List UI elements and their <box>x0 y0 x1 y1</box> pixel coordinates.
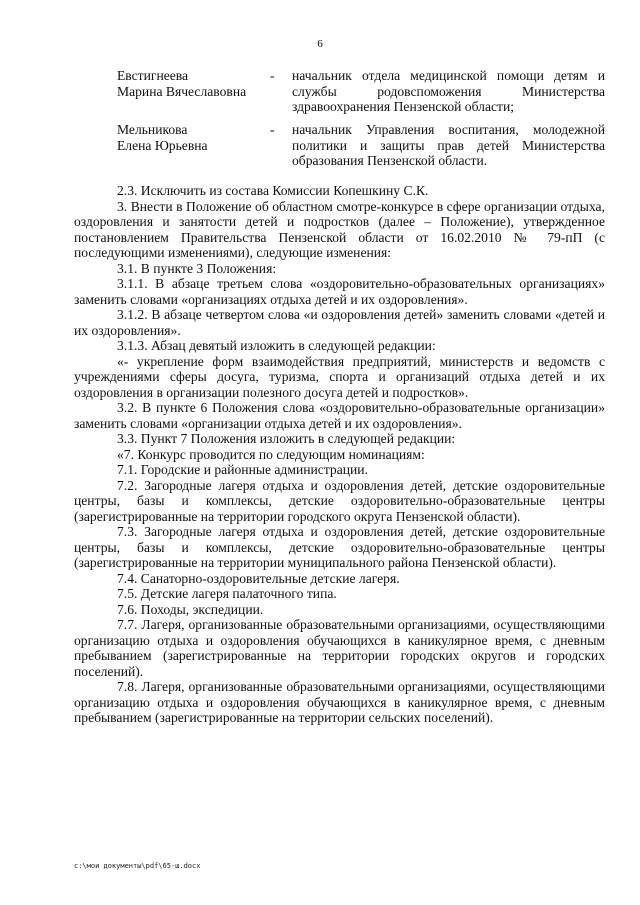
paragraph-quoted-clause: «- укрепление форм взаимодействия предприятий, министерств и ведомств с учреждениями сферы досуга, туризма, спорта и организаций отдыха детей и их оздоровления в организации полезного досуга детей и подростков». <box>74 353 605 400</box>
member-name <box>117 122 277 153</box>
paragraph-7-5: 7.5. Детские лагеря палаточного типа. <box>117 586 337 601</box>
paragraph-3-1-2: 3.1.2. В абзаце четвертом слова «и оздоровления детей» заменить словами «детей и их оздоровления». <box>74 307 605 338</box>
paragraph-3-1-3: 3.1.3. Абзац девятый изложить в следующей редакции: <box>117 338 436 353</box>
paragraph-3-2: 3.2. В пункте 6 Положения слова «оздоровительно-образовательные организации» заменить словами «организации отдыха детей и их оздоровления». <box>74 400 605 431</box>
paragraph-7-3: 7.3. Загородные лагеря отдыха и оздоровления детей, детские оздоровительные центры, базы и комплексы, детские оздоровительно-образовательные центры (зарегистрированные на территории муниципального района Пензенской области). <box>74 524 605 570</box>
member-surname: Евстигнеева <box>117 68 189 83</box>
paragraph-7-2: 7.2. Загородные лагеря отдыха и оздоровления детей, детские оздоровительные центры, базы и комплексы, детские оздоровительно-образовательные центры (зарегистрированные на территории городского округа Пензенской области). <box>74 477 605 524</box>
paragraph-7-6: 7.6. Походы, экспедиции. <box>117 601 264 617</box>
member-role: начальник Управления воспитания, молодежной политики и защиты прав детей Министерства образования Пензенской области. <box>292 122 605 168</box>
member-surname: Мельникова <box>117 122 188 137</box>
file-path-footer: c:\мои документы\pdf\65-ш.docx <box>74 862 201 870</box>
paragraph-7-7: 7.7. Лагеря, организованные образовательными организациями, осуществляющими организацию отдыха и оздоровления обучающихся в каникулярное время, с дневным пребыванием (зарегистрированные на территории городских округов и городских поселений). <box>74 617 605 679</box>
paragraph-3-3: 3.3. Пункт 7 Положения изложить в следующей редакции: <box>117 431 456 446</box>
paragraph-7-4: 7.4. Санаторно-оздоровительные детские лагеря. <box>117 570 400 586</box>
paragraph-3-1: 3.1. В пункте 3 Положения: <box>117 260 277 276</box>
member-dash: - <box>270 122 275 137</box>
member-given-names: Елена Юрьевна <box>117 137 208 153</box>
paragraph-7-8: 7.8. Лагеря, организованные образовательными организациями, осуществляющими организацию отдыха и оздоровления обучающихся в каникулярное время, с дневным пребыванием (зарегистрированные на территории сельских поселений). <box>74 679 605 725</box>
member-role: начальник отдела медицинской помощи детям и службы родовспоможения Министерства здравоохранения Пензенской области; <box>292 68 605 114</box>
paragraph-2-3: 2.3. Исключить из состава Комиссии Копешкину С.К. <box>117 183 429 198</box>
page-number: 6 <box>317 38 323 50</box>
member-name <box>117 68 277 99</box>
paragraph-7: «7. Конкурс проводится по следующим номинациям: <box>117 446 425 462</box>
paragraph-3-1-1: 3.1.1. В абзаце третьем слова «оздоровительно-образовательных организациях» заменить словами «организациях отдыха детей и их оздоровления». <box>74 276 605 307</box>
paragraph-7-1: 7.1. Городские и районные администрации. <box>117 462 368 477</box>
member-dash: - <box>270 68 275 83</box>
member-given-names: Марина Вячеславовна <box>117 83 247 99</box>
paragraph-3: 3. Внести в Положение об областном смотре-конкурсе в сфере организации отдыха, оздоровления и занятости детей и подростков (далее – Положение), утвержденное постановлением Правительства Пензенской области от 16.02.2010 № 79-пП (с последующими изменениями), следующие изменения: <box>74 198 605 260</box>
document-body <box>74 183 605 726</box>
